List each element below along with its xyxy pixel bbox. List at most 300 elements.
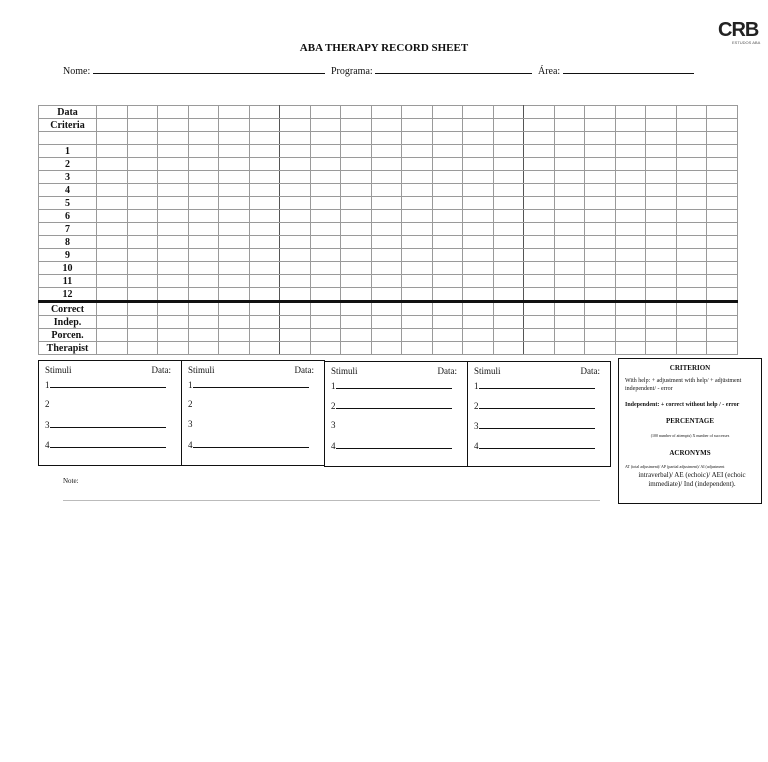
data-cell[interactable]	[432, 329, 463, 342]
data-cell[interactable]	[97, 158, 128, 171]
data-cell[interactable]	[371, 316, 402, 329]
data-cell[interactable]	[646, 171, 677, 184]
data-cell[interactable]	[432, 210, 463, 223]
data-cell[interactable]	[158, 288, 189, 302]
data-cell[interactable]	[524, 236, 555, 249]
data-cell[interactable]	[127, 171, 158, 184]
data-cell[interactable]	[493, 262, 524, 275]
data-cell[interactable]	[524, 158, 555, 171]
data-cell[interactable]	[219, 249, 250, 262]
data-cell[interactable]	[524, 302, 555, 316]
data-cell[interactable]	[97, 342, 128, 355]
data-cell[interactable]	[341, 132, 372, 145]
data-cell[interactable]	[371, 262, 402, 275]
data-cell[interactable]	[615, 288, 646, 302]
data-cell[interactable]	[402, 275, 433, 288]
data-cell[interactable]	[402, 342, 433, 355]
data-cell[interactable]	[310, 302, 341, 316]
data-cell[interactable]	[127, 210, 158, 223]
area-line[interactable]	[563, 64, 694, 74]
data-cell[interactable]	[402, 329, 433, 342]
data-cell[interactable]	[249, 197, 280, 210]
data-cell[interactable]	[219, 275, 250, 288]
stimulus-line[interactable]	[479, 420, 595, 429]
data-cell[interactable]	[585, 106, 616, 119]
data-cell[interactable]	[219, 342, 250, 355]
data-cell[interactable]	[554, 132, 585, 145]
data-cell[interactable]	[463, 210, 494, 223]
data-cell[interactable]	[341, 236, 372, 249]
data-cell[interactable]	[676, 106, 707, 119]
data-cell[interactable]	[524, 262, 555, 275]
data-cell[interactable]	[280, 210, 311, 223]
data-cell[interactable]	[371, 106, 402, 119]
data-cell[interactable]	[188, 210, 219, 223]
data-cell[interactable]	[585, 316, 616, 329]
data-cell[interactable]	[219, 132, 250, 145]
data-cell[interactable]	[524, 197, 555, 210]
stimulus-line[interactable]	[336, 380, 452, 389]
data-cell[interactable]	[585, 210, 616, 223]
data-cell[interactable]	[676, 329, 707, 342]
data-cell[interactable]	[97, 106, 128, 119]
data-cell[interactable]	[158, 275, 189, 288]
data-cell[interactable]	[554, 275, 585, 288]
data-cell[interactable]	[402, 236, 433, 249]
data-cell[interactable]	[493, 223, 524, 236]
data-cell[interactable]	[646, 316, 677, 329]
data-cell[interactable]	[432, 316, 463, 329]
data-cell[interactable]	[707, 184, 738, 197]
data-cell[interactable]	[188, 145, 219, 158]
data-cell[interactable]	[310, 288, 341, 302]
data-cell[interactable]	[188, 184, 219, 197]
data-cell[interactable]	[707, 262, 738, 275]
name-field[interactable]	[63, 64, 325, 77]
data-cell[interactable]	[585, 184, 616, 197]
data-cell[interactable]	[188, 197, 219, 210]
data-cell[interactable]	[219, 184, 250, 197]
data-cell[interactable]	[463, 132, 494, 145]
data-cell[interactable]	[585, 342, 616, 355]
data-cell[interactable]	[280, 329, 311, 342]
data-cell[interactable]	[707, 210, 738, 223]
data-cell[interactable]	[646, 145, 677, 158]
data-cell[interactable]	[341, 171, 372, 184]
data-cell[interactable]	[249, 342, 280, 355]
data-cell[interactable]	[615, 184, 646, 197]
data-cell[interactable]	[524, 223, 555, 236]
data-cell[interactable]	[158, 184, 189, 197]
data-cell[interactable]	[219, 302, 250, 316]
data-cell[interactable]	[493, 158, 524, 171]
data-cell[interactable]	[341, 223, 372, 236]
data-cell[interactable]	[97, 288, 128, 302]
data-cell[interactable]	[646, 210, 677, 223]
data-cell[interactable]	[280, 288, 311, 302]
data-cell[interactable]	[219, 223, 250, 236]
data-cell[interactable]	[432, 275, 463, 288]
data-cell[interactable]	[219, 316, 250, 329]
data-cell[interactable]	[707, 249, 738, 262]
data-cell[interactable]	[249, 236, 280, 249]
data-cell[interactable]	[463, 158, 494, 171]
data-cell[interactable]	[676, 236, 707, 249]
data-cell[interactable]	[188, 132, 219, 145]
data-cell[interactable]	[249, 223, 280, 236]
data-cell[interactable]	[707, 145, 738, 158]
data-cell[interactable]	[249, 262, 280, 275]
data-cell[interactable]	[493, 249, 524, 262]
data-cell[interactable]	[371, 132, 402, 145]
data-cell[interactable]	[463, 119, 494, 132]
data-cell[interactable]	[341, 329, 372, 342]
data-cell[interactable]	[219, 171, 250, 184]
data-cell[interactable]	[585, 132, 616, 145]
data-cell[interactable]	[280, 223, 311, 236]
data-cell[interactable]	[646, 158, 677, 171]
data-cell[interactable]	[310, 329, 341, 342]
program-field[interactable]	[331, 64, 532, 77]
data-cell[interactable]	[707, 106, 738, 119]
data-cell[interactable]	[371, 342, 402, 355]
data-cell[interactable]	[219, 158, 250, 171]
data-cell[interactable]	[676, 223, 707, 236]
data-cell[interactable]	[402, 184, 433, 197]
data-cell[interactable]	[97, 236, 128, 249]
data-cell[interactable]	[371, 275, 402, 288]
data-cell[interactable]	[249, 106, 280, 119]
data-cell[interactable]	[97, 119, 128, 132]
data-cell[interactable]	[463, 184, 494, 197]
data-cell[interactable]	[280, 236, 311, 249]
data-cell[interactable]	[280, 275, 311, 288]
data-cell[interactable]	[615, 249, 646, 262]
data-cell[interactable]	[432, 249, 463, 262]
data-cell[interactable]	[646, 275, 677, 288]
data-cell[interactable]	[615, 329, 646, 342]
data-cell[interactable]	[493, 171, 524, 184]
data-cell[interactable]	[402, 302, 433, 316]
data-cell[interactable]	[188, 329, 219, 342]
data-cell[interactable]	[432, 236, 463, 249]
data-cell[interactable]	[97, 262, 128, 275]
data-cell[interactable]	[524, 342, 555, 355]
data-cell[interactable]	[585, 275, 616, 288]
data-cell[interactable]	[127, 288, 158, 302]
data-cell[interactable]	[188, 236, 219, 249]
data-cell[interactable]	[615, 223, 646, 236]
data-cell[interactable]	[97, 223, 128, 236]
data-cell[interactable]	[493, 184, 524, 197]
data-cell[interactable]	[310, 262, 341, 275]
data-cell[interactable]	[310, 210, 341, 223]
data-cell[interactable]	[585, 145, 616, 158]
data-cell[interactable]	[341, 184, 372, 197]
data-cell[interactable]	[463, 275, 494, 288]
data-cell[interactable]	[280, 249, 311, 262]
data-cell[interactable]	[402, 288, 433, 302]
data-cell[interactable]	[707, 316, 738, 329]
data-cell[interactable]	[371, 184, 402, 197]
data-cell[interactable]	[188, 158, 219, 171]
data-cell[interactable]	[249, 184, 280, 197]
data-cell[interactable]	[371, 302, 402, 316]
data-cell[interactable]	[402, 171, 433, 184]
data-cell[interactable]	[158, 106, 189, 119]
data-cell[interactable]	[707, 236, 738, 249]
stimulus-line[interactable]	[336, 440, 452, 449]
data-cell[interactable]	[158, 236, 189, 249]
data-cell[interactable]	[646, 262, 677, 275]
data-cell[interactable]	[97, 132, 128, 145]
data-cell[interactable]	[463, 302, 494, 316]
data-cell[interactable]	[371, 223, 402, 236]
data-cell[interactable]	[585, 302, 616, 316]
data-cell[interactable]	[676, 275, 707, 288]
data-cell[interactable]	[219, 329, 250, 342]
data-cell[interactable]	[97, 316, 128, 329]
data-cell[interactable]	[371, 210, 402, 223]
data-cell[interactable]	[615, 275, 646, 288]
data-cell[interactable]	[493, 329, 524, 342]
data-cell[interactable]	[524, 171, 555, 184]
data-cell[interactable]	[646, 197, 677, 210]
data-cell[interactable]	[249, 210, 280, 223]
data-cell[interactable]	[432, 302, 463, 316]
data-cell[interactable]	[432, 288, 463, 302]
data-cell[interactable]	[249, 316, 280, 329]
data-cell[interactable]	[219, 119, 250, 132]
data-cell[interactable]	[402, 316, 433, 329]
data-cell[interactable]	[524, 145, 555, 158]
data-cell[interactable]	[371, 197, 402, 210]
data-cell[interactable]	[219, 145, 250, 158]
data-cell[interactable]	[585, 262, 616, 275]
data-cell[interactable]	[707, 223, 738, 236]
stimulus-line[interactable]	[479, 380, 595, 389]
data-cell[interactable]	[615, 302, 646, 316]
data-cell[interactable]	[127, 119, 158, 132]
data-cell[interactable]	[615, 210, 646, 223]
data-cell[interactable]	[554, 106, 585, 119]
data-cell[interactable]	[341, 288, 372, 302]
data-cell[interactable]	[97, 249, 128, 262]
data-cell[interactable]	[646, 236, 677, 249]
data-cell[interactable]	[280, 184, 311, 197]
data-cell[interactable]	[371, 249, 402, 262]
name-line[interactable]	[93, 64, 325, 74]
data-cell[interactable]	[341, 158, 372, 171]
data-cell[interactable]	[493, 342, 524, 355]
data-cell[interactable]	[493, 288, 524, 302]
data-cell[interactable]	[97, 210, 128, 223]
data-cell[interactable]	[188, 302, 219, 316]
data-cell[interactable]	[249, 119, 280, 132]
data-cell[interactable]	[219, 106, 250, 119]
stimulus-line[interactable]	[50, 379, 166, 388]
data-cell[interactable]	[97, 329, 128, 342]
data-cell[interactable]	[615, 145, 646, 158]
data-cell[interactable]	[97, 145, 128, 158]
data-cell[interactable]	[707, 132, 738, 145]
data-cell[interactable]	[585, 249, 616, 262]
data-cell[interactable]	[463, 145, 494, 158]
data-cell[interactable]	[402, 106, 433, 119]
data-cell[interactable]	[310, 316, 341, 329]
data-cell[interactable]	[402, 262, 433, 275]
data-cell[interactable]	[219, 210, 250, 223]
data-cell[interactable]	[463, 197, 494, 210]
data-cell[interactable]	[280, 262, 311, 275]
data-cell[interactable]	[432, 197, 463, 210]
data-cell[interactable]	[676, 342, 707, 355]
data-cell[interactable]	[707, 302, 738, 316]
data-cell[interactable]	[615, 197, 646, 210]
data-cell[interactable]	[585, 223, 616, 236]
note-line[interactable]	[63, 500, 600, 501]
data-cell[interactable]	[463, 171, 494, 184]
data-cell[interactable]	[127, 223, 158, 236]
data-cell[interactable]	[463, 262, 494, 275]
data-cell[interactable]	[646, 249, 677, 262]
data-cell[interactable]	[554, 145, 585, 158]
data-cell[interactable]	[280, 302, 311, 316]
data-cell[interactable]	[158, 329, 189, 342]
data-cell[interactable]	[676, 119, 707, 132]
stimulus-line[interactable]	[479, 440, 595, 449]
data-cell[interactable]	[554, 158, 585, 171]
data-cell[interactable]	[280, 106, 311, 119]
data-cell[interactable]	[280, 158, 311, 171]
data-cell[interactable]	[402, 145, 433, 158]
data-cell[interactable]	[310, 145, 341, 158]
data-cell[interactable]	[707, 329, 738, 342]
data-cell[interactable]	[676, 316, 707, 329]
data-cell[interactable]	[554, 197, 585, 210]
data-cell[interactable]	[463, 236, 494, 249]
data-cell[interactable]	[432, 106, 463, 119]
data-cell[interactable]	[463, 329, 494, 342]
data-cell[interactable]	[158, 302, 189, 316]
data-cell[interactable]	[158, 210, 189, 223]
data-cell[interactable]	[188, 249, 219, 262]
data-cell[interactable]	[554, 236, 585, 249]
stimulus-line[interactable]	[336, 400, 452, 409]
data-cell[interactable]	[615, 158, 646, 171]
data-cell[interactable]	[402, 197, 433, 210]
data-cell[interactable]	[707, 275, 738, 288]
data-cell[interactable]	[402, 119, 433, 132]
data-cell[interactable]	[341, 342, 372, 355]
data-cell[interactable]	[554, 262, 585, 275]
data-cell[interactable]	[402, 210, 433, 223]
data-cell[interactable]	[707, 197, 738, 210]
data-cell[interactable]	[188, 288, 219, 302]
data-cell[interactable]	[341, 106, 372, 119]
data-cell[interactable]	[493, 106, 524, 119]
data-cell[interactable]	[127, 262, 158, 275]
data-cell[interactable]	[249, 171, 280, 184]
data-cell[interactable]	[524, 106, 555, 119]
data-cell[interactable]	[127, 275, 158, 288]
data-cell[interactable]	[585, 171, 616, 184]
data-cell[interactable]	[524, 316, 555, 329]
data-cell[interactable]	[554, 329, 585, 342]
data-cell[interactable]	[676, 197, 707, 210]
data-cell[interactable]	[249, 275, 280, 288]
data-cell[interactable]	[341, 275, 372, 288]
data-cell[interactable]	[646, 184, 677, 197]
data-cell[interactable]	[676, 302, 707, 316]
stimulus-line[interactable]	[193, 379, 309, 388]
data-cell[interactable]	[585, 158, 616, 171]
data-cell[interactable]	[371, 329, 402, 342]
data-cell[interactable]	[158, 316, 189, 329]
data-cell[interactable]	[646, 132, 677, 145]
data-cell[interactable]	[188, 316, 219, 329]
data-cell[interactable]	[676, 184, 707, 197]
data-cell[interactable]	[188, 275, 219, 288]
data-cell[interactable]	[188, 342, 219, 355]
data-cell[interactable]	[127, 316, 158, 329]
data-cell[interactable]	[158, 249, 189, 262]
data-cell[interactable]	[585, 329, 616, 342]
program-line[interactable]	[375, 64, 532, 74]
data-cell[interactable]	[676, 171, 707, 184]
data-cell[interactable]	[402, 158, 433, 171]
data-cell[interactable]	[371, 171, 402, 184]
data-cell[interactable]	[371, 236, 402, 249]
data-cell[interactable]	[707, 342, 738, 355]
data-cell[interactable]	[676, 262, 707, 275]
data-cell[interactable]	[158, 158, 189, 171]
data-cell[interactable]	[310, 275, 341, 288]
data-cell[interactable]	[280, 342, 311, 355]
data-cell[interactable]	[554, 119, 585, 132]
data-cell[interactable]	[615, 316, 646, 329]
data-cell[interactable]	[432, 158, 463, 171]
data-cell[interactable]	[341, 249, 372, 262]
data-cell[interactable]	[158, 197, 189, 210]
data-cell[interactable]	[585, 236, 616, 249]
data-cell[interactable]	[97, 184, 128, 197]
data-cell[interactable]	[615, 236, 646, 249]
data-cell[interactable]	[493, 145, 524, 158]
data-cell[interactable]	[219, 197, 250, 210]
data-cell[interactable]	[310, 171, 341, 184]
data-cell[interactable]	[676, 249, 707, 262]
data-cell[interactable]	[158, 171, 189, 184]
data-cell[interactable]	[463, 106, 494, 119]
data-cell[interactable]	[188, 119, 219, 132]
data-cell[interactable]	[219, 236, 250, 249]
data-cell[interactable]	[97, 197, 128, 210]
data-cell[interactable]	[341, 197, 372, 210]
data-cell[interactable]	[188, 223, 219, 236]
data-cell[interactable]	[310, 132, 341, 145]
data-cell[interactable]	[341, 262, 372, 275]
data-cell[interactable]	[127, 342, 158, 355]
data-cell[interactable]	[676, 210, 707, 223]
data-cell[interactable]	[524, 288, 555, 302]
stimulus-line[interactable]	[50, 439, 166, 448]
data-cell[interactable]	[127, 145, 158, 158]
data-cell[interactable]	[493, 210, 524, 223]
data-cell[interactable]	[219, 288, 250, 302]
data-cell[interactable]	[158, 119, 189, 132]
data-cell[interactable]	[646, 302, 677, 316]
